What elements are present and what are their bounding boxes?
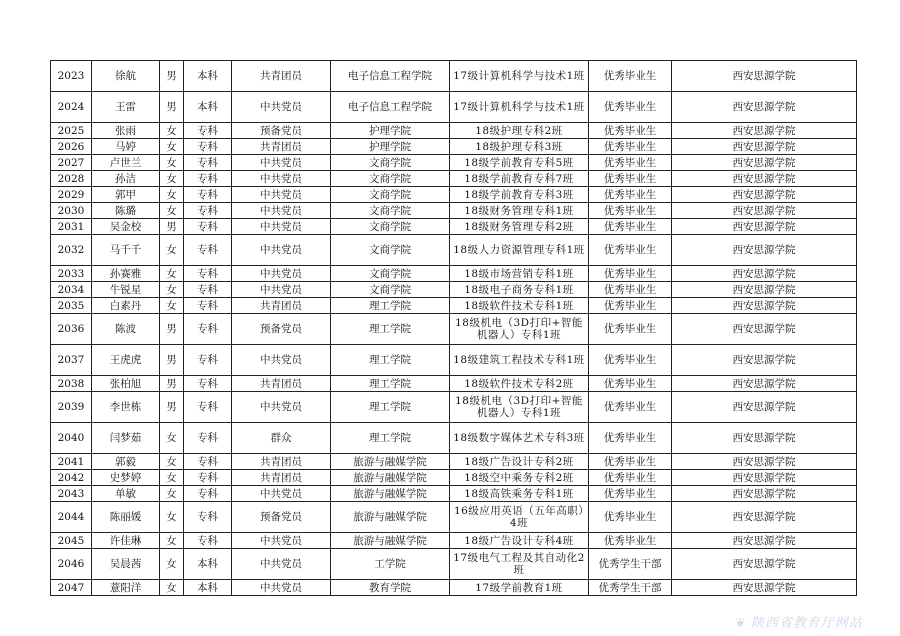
cell-name: 张柏旭 [92,376,160,392]
cell-gender: 男 [160,219,184,235]
cell-college: 文商学院 [331,266,450,282]
table-row [51,486,857,502]
cell-gender: 女 [160,203,184,219]
cell-award: 优秀毕业生 [589,171,672,187]
cell-name: 王虎虎 [92,345,160,376]
table-row [51,187,857,203]
cell-name: 单敏 [92,486,160,502]
cell-school: 西安思源学院 [672,282,857,298]
cell-school: 西安思源学院 [672,376,857,392]
cell-level: 本科 [184,580,232,596]
cell-gender: 女 [160,171,184,187]
cell-class: 18级广告设计专科2班 [450,454,589,470]
cell-political-status: 中共党员 [232,486,331,502]
cell-political-status: 共青团员 [232,139,331,155]
cell-gender: 女 [160,139,184,155]
table-row [51,61,857,92]
cell-class: 18级人力资源管理专科1班 [450,235,589,266]
cell-level: 专科 [184,282,232,298]
cell-gender: 女 [160,454,184,470]
table-row [51,533,857,549]
cell-gender: 男 [160,92,184,123]
table-row [51,392,857,423]
cell-award: 优秀毕业生 [589,219,672,235]
cell-gender: 女 [160,502,184,533]
cell-award: 优秀毕业生 [589,61,672,92]
cell-level: 专科 [184,139,232,155]
cell-serial: 2037 [51,345,92,376]
cell-award: 优秀毕业生 [589,423,672,454]
cell-school: 西安思源学院 [672,123,857,139]
cell-award: 优秀学生干部 [589,580,672,596]
cell-college: 理工学院 [331,376,450,392]
leaf-icon: ❦ [735,616,747,631]
cell-award: 优秀学生干部 [589,549,672,580]
cell-school: 西安思源学院 [672,266,857,282]
cell-college: 文商学院 [331,187,450,203]
cell-serial: 2046 [51,549,92,580]
cell-level: 专科 [184,376,232,392]
table-row [51,314,857,345]
cell-serial: 2034 [51,282,92,298]
cell-award: 优秀毕业生 [589,123,672,139]
table-row [51,454,857,470]
cell-level: 专科 [184,454,232,470]
cell-level: 专科 [184,502,232,533]
cell-gender: 女 [160,235,184,266]
cell-class: 18级高铁乘务专科1班 [450,486,589,502]
cell-political-status: 预备党员 [232,314,331,345]
cell-award: 优秀毕业生 [589,155,672,171]
table-row [51,580,857,596]
cell-serial: 2024 [51,92,92,123]
cell-gender: 女 [160,486,184,502]
table-row [51,423,857,454]
cell-college: 文商学院 [331,171,450,187]
cell-level: 专科 [184,392,232,423]
cell-award: 优秀毕业生 [589,203,672,219]
cell-college: 理工学院 [331,314,450,345]
cell-name: 薏阳洋 [92,580,160,596]
cell-level: 专科 [184,123,232,139]
cell-class: 17级学前教育1班 [450,580,589,596]
cell-name: 王雷 [92,92,160,123]
cell-school: 西安思源学院 [672,345,857,376]
cell-college: 电子信息工程学院 [331,61,450,92]
cell-serial: 2036 [51,314,92,345]
cell-political-status: 共青团员 [232,61,331,92]
honor-roster-table [50,60,857,596]
cell-school: 西安思源学院 [672,423,857,454]
cell-college: 理工学院 [331,423,450,454]
cell-serial: 2047 [51,580,92,596]
cell-political-status: 共青团员 [232,298,331,314]
cell-gender: 女 [160,580,184,596]
cell-name: 陈璐 [92,203,160,219]
table-row [51,123,857,139]
cell-serial: 2033 [51,266,92,282]
cell-level: 本科 [184,549,232,580]
cell-college: 文商学院 [331,203,450,219]
table-row [51,235,857,266]
cell-school: 西安思源学院 [672,139,857,155]
cell-award: 优秀毕业生 [589,314,672,345]
cell-class: 18级财务管理专科2班 [450,219,589,235]
cell-name: 马婷 [92,139,160,155]
cell-gender: 男 [160,61,184,92]
cell-gender: 女 [160,470,184,486]
cell-award: 优秀毕业生 [589,486,672,502]
table-row [51,502,857,533]
cell-class: 18级机电（3D打印+智能机器人）专科1班 [450,392,589,423]
cell-serial: 2039 [51,392,92,423]
cell-name: 马千千 [92,235,160,266]
cell-class: 18级财务管理专科1班 [450,203,589,219]
cell-class: 18级软件技术专科2班 [450,376,589,392]
cell-level: 专科 [184,470,232,486]
cell-class: 18级软件技术专科1班 [450,298,589,314]
cell-political-status: 中共党员 [232,266,331,282]
cell-school: 西安思源学院 [672,454,857,470]
cell-college: 旅游与融媒学院 [331,454,450,470]
table-row [51,376,857,392]
cell-college: 护理学院 [331,123,450,139]
cell-serial: 2038 [51,376,92,392]
cell-serial: 2023 [51,61,92,92]
cell-class: 18级数字媒体艺术专科3班 [450,423,589,454]
cell-award: 优秀毕业生 [589,470,672,486]
cell-gender: 女 [160,123,184,139]
cell-school: 西安思源学院 [672,61,857,92]
cell-level: 专科 [184,423,232,454]
cell-class: 18级电子商务专科1班 [450,282,589,298]
cell-school: 西安思源学院 [672,549,857,580]
cell-level: 专科 [184,298,232,314]
cell-gender: 男 [160,392,184,423]
cell-class: 17级计算机科学与技术1班 [450,61,589,92]
cell-serial: 2044 [51,502,92,533]
cell-college: 理工学院 [331,345,450,376]
cell-political-status: 预备党员 [232,502,331,533]
cell-name: 卢世兰 [92,155,160,171]
cell-level: 本科 [184,61,232,92]
cell-gender: 男 [160,314,184,345]
cell-college: 文商学院 [331,219,450,235]
cell-name: 郭甲 [92,187,160,203]
table-row [51,298,857,314]
cell-serial: 2027 [51,155,92,171]
cell-award: 优秀毕业生 [589,345,672,376]
cell-school: 西安思源学院 [672,502,857,533]
cell-political-status: 中共党员 [232,171,331,187]
cell-name: 史梦婷 [92,470,160,486]
cell-class: 18级机电（3D打印+智能机器人）专科1班 [450,314,589,345]
cell-political-status: 中共党员 [232,549,331,580]
table-row [51,282,857,298]
cell-class: 18级广告设计专科4班 [450,533,589,549]
cell-political-status: 中共党员 [232,392,331,423]
cell-college: 电子信息工程学院 [331,92,450,123]
cell-school: 西安思源学院 [672,187,857,203]
cell-gender: 女 [160,533,184,549]
cell-political-status: 中共党员 [232,92,331,123]
cell-college: 文商学院 [331,235,450,266]
cell-level: 专科 [184,155,232,171]
cell-school: 西安思源学院 [672,92,857,123]
cell-award: 优秀毕业生 [589,376,672,392]
cell-award: 优秀毕业生 [589,533,672,549]
cell-class: 18级市场营销专科1班 [450,266,589,282]
cell-political-status: 中共党员 [232,155,331,171]
cell-name: 牛锐星 [92,282,160,298]
cell-award: 优秀毕业生 [589,92,672,123]
cell-serial: 2028 [51,171,92,187]
cell-college: 教育学院 [331,580,450,596]
cell-school: 西安思源学院 [672,486,857,502]
cell-political-status: 中共党员 [232,219,331,235]
cell-name: 徐航 [92,61,160,92]
cell-political-status: 预备党员 [232,123,331,139]
cell-school: 西安思源学院 [672,314,857,345]
cell-political-status: 中共党员 [232,203,331,219]
cell-political-status: 共青团员 [232,470,331,486]
cell-college: 旅游与融媒学院 [331,470,450,486]
cell-college: 理工学院 [331,298,450,314]
cell-political-status: 中共党员 [232,533,331,549]
cell-level: 专科 [184,171,232,187]
cell-award: 优秀毕业生 [589,298,672,314]
table-row [51,92,857,123]
cell-class: 17级计算机科学与技术1班 [450,92,589,123]
cell-political-status: 中共党员 [232,580,331,596]
cell-level: 专科 [184,314,232,345]
cell-gender: 女 [160,187,184,203]
cell-gender: 男 [160,345,184,376]
cell-name: 吴晨茜 [92,549,160,580]
cell-class: 18级学前教育专科3班 [450,187,589,203]
table-row [51,470,857,486]
cell-college: 理工学院 [331,392,450,423]
table-row [51,266,857,282]
cell-college: 文商学院 [331,155,450,171]
watermark-text: 陕西省教育厅网站 [750,616,863,631]
cell-name: 吴金校 [92,219,160,235]
cell-award: 优秀毕业生 [589,392,672,423]
cell-level: 专科 [184,219,232,235]
cell-school: 西安思源学院 [672,171,857,187]
cell-school: 西安思源学院 [672,392,857,423]
cell-level: 专科 [184,203,232,219]
roster-body [51,61,857,596]
cell-name: 李世栋 [92,392,160,423]
cell-level: 专科 [184,345,232,376]
cell-serial: 2041 [51,454,92,470]
cell-award: 优秀毕业生 [589,187,672,203]
table-row [51,139,857,155]
table-row [51,171,857,187]
cell-gender: 女 [160,423,184,454]
cell-serial: 2025 [51,123,92,139]
cell-political-status: 共青团员 [232,454,331,470]
cell-political-status: 中共党员 [232,235,331,266]
cell-gender: 男 [160,376,184,392]
site-watermark [735,612,863,631]
cell-award: 优秀毕业生 [589,282,672,298]
cell-name: 张雨 [92,123,160,139]
cell-political-status: 中共党员 [232,345,331,376]
cell-school: 西安思源学院 [672,470,857,486]
cell-name: 郭毅 [92,454,160,470]
cell-serial: 2043 [51,486,92,502]
cell-college: 工学院 [331,549,450,580]
cell-level: 专科 [184,187,232,203]
table-row [51,345,857,376]
cell-level: 本科 [184,92,232,123]
cell-serial: 2029 [51,187,92,203]
cell-class: 16级应用英语（五年高职）4班 [450,502,589,533]
cell-political-status: 群众 [232,423,331,454]
cell-level: 专科 [184,486,232,502]
cell-class: 18级护理专科3班 [450,139,589,155]
cell-serial: 2032 [51,235,92,266]
cell-school: 西安思源学院 [672,219,857,235]
cell-award: 优秀毕业生 [589,454,672,470]
cell-class: 18级学前教育专科7班 [450,171,589,187]
table-row [51,549,857,580]
cell-name: 许佳琳 [92,533,160,549]
cell-award: 优秀毕业生 [589,266,672,282]
cell-gender: 女 [160,282,184,298]
cell-name: 陈丽媛 [92,502,160,533]
cell-level: 专科 [184,266,232,282]
cell-gender: 女 [160,549,184,580]
cell-school: 西安思源学院 [672,155,857,171]
cell-school: 西安思源学院 [672,235,857,266]
cell-political-status: 中共党员 [232,282,331,298]
cell-serial: 2031 [51,219,92,235]
cell-level: 专科 [184,235,232,266]
table-row [51,155,857,171]
cell-college: 护理学院 [331,139,450,155]
cell-school: 西安思源学院 [672,533,857,549]
cell-name: 孙洁 [92,171,160,187]
table-row [51,203,857,219]
cell-class: 18级护理专科2班 [450,123,589,139]
cell-serial: 2045 [51,533,92,549]
cell-serial: 2040 [51,423,92,454]
cell-college: 旅游与融媒学院 [331,502,450,533]
cell-class: 18级建筑工程技术专科1班 [450,345,589,376]
cell-award: 优秀毕业生 [589,235,672,266]
cell-name: 陈波 [92,314,160,345]
cell-gender: 女 [160,266,184,282]
cell-political-status: 中共党员 [232,187,331,203]
cell-college: 文商学院 [331,282,450,298]
cell-name: 孙赛雅 [92,266,160,282]
cell-gender: 女 [160,155,184,171]
cell-class: 18级学前教育专科5班 [450,155,589,171]
cell-school: 西安思源学院 [672,580,857,596]
cell-award: 优秀毕业生 [589,502,672,533]
cell-school: 西安思源学院 [672,298,857,314]
cell-college: 旅游与融媒学院 [331,533,450,549]
cell-class: 17级电气工程及其自动化2班 [450,549,589,580]
cell-serial: 2030 [51,203,92,219]
cell-serial: 2026 [51,139,92,155]
cell-college: 旅游与融媒学院 [331,486,450,502]
cell-class: 18级空中乘务专科2班 [450,470,589,486]
cell-serial: 2035 [51,298,92,314]
cell-serial: 2042 [51,470,92,486]
cell-name: 闫梦茹 [92,423,160,454]
cell-gender: 女 [160,298,184,314]
cell-political-status: 共青团员 [232,376,331,392]
cell-name: 白素丹 [92,298,160,314]
cell-school: 西安思源学院 [672,203,857,219]
table-row [51,219,857,235]
cell-level: 专科 [184,533,232,549]
cell-award: 优秀毕业生 [589,139,672,155]
